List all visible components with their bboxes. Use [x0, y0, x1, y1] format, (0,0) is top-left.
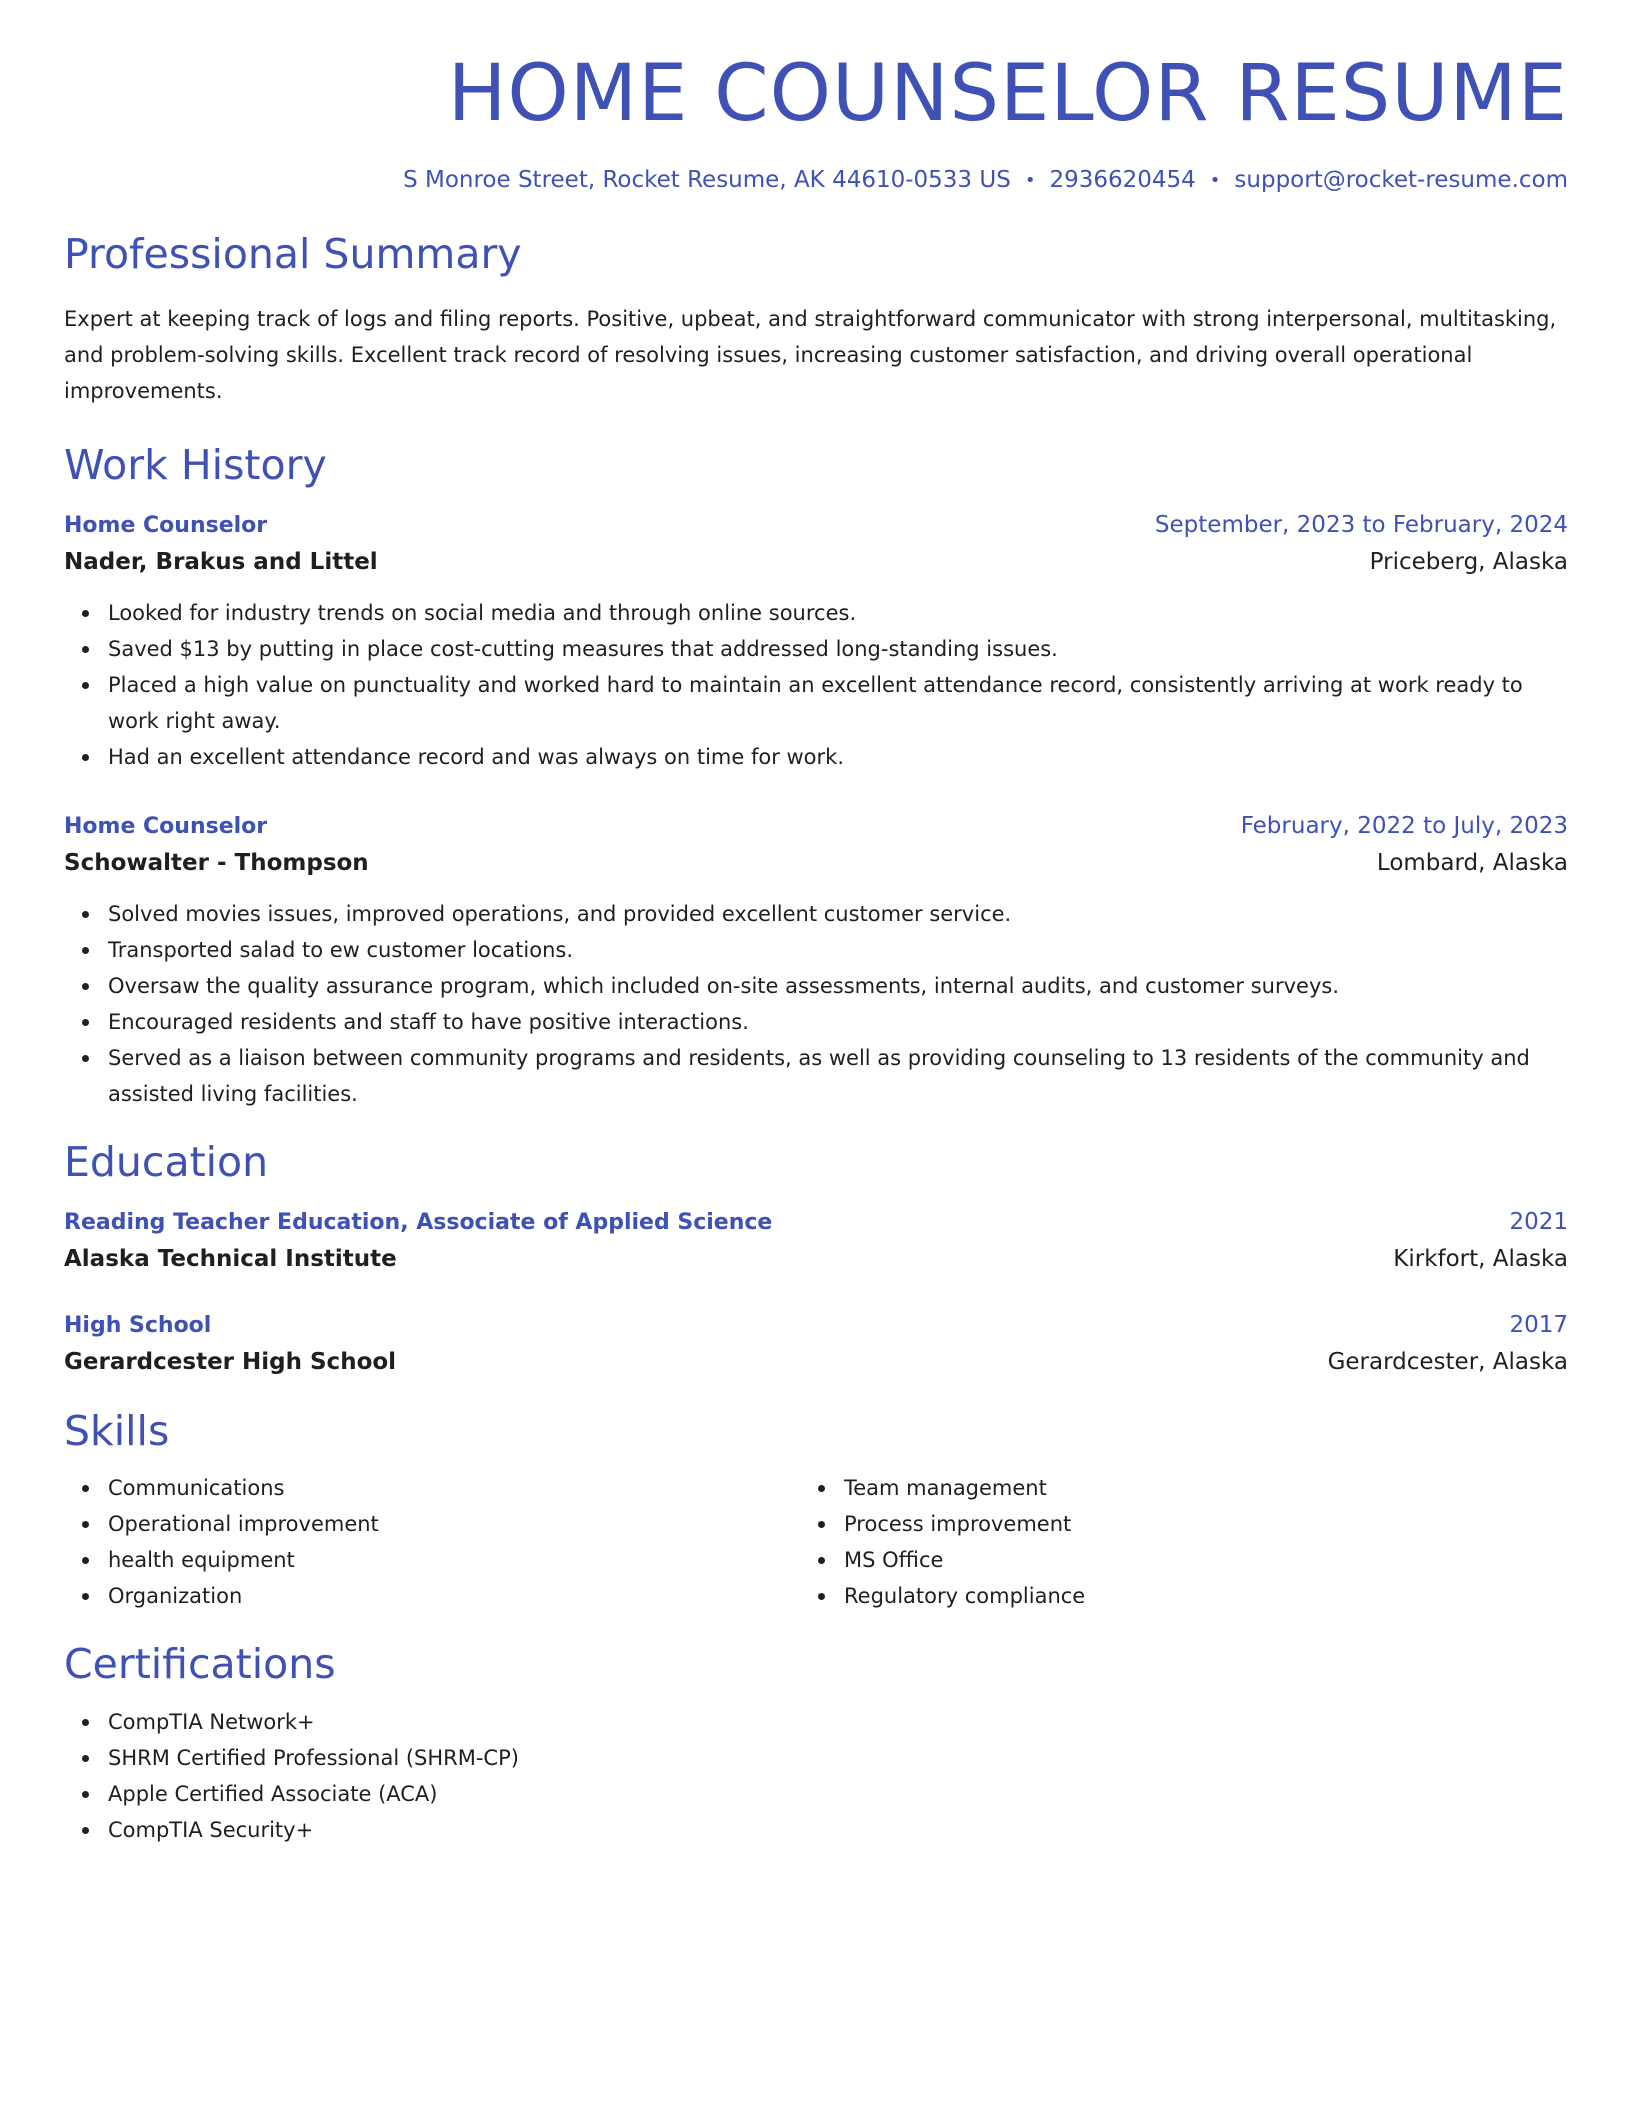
summary-section	[64, 230, 1568, 409]
list-item: Communications	[108, 1470, 800, 1506]
list-item: MS Office	[844, 1542, 1536, 1578]
job-company-row	[64, 844, 1568, 882]
job-entry	[64, 508, 1568, 775]
list-item: Process improvement	[844, 1506, 1536, 1542]
education-school: Alaska Technical Institute	[64, 1246, 397, 1273]
education-year: 2017	[1509, 1312, 1568, 1339]
education-entry	[64, 1308, 1568, 1381]
summary-heading: Professional Summary	[64, 229, 522, 278]
contact-email[interactable]: support@rocket-resume.com	[1234, 166, 1568, 193]
skills-section	[64, 1407, 1568, 1614]
skills-heading: Skills	[64, 1407, 170, 1456]
skills-grid	[64, 1470, 1568, 1614]
contact-separator: •	[1209, 169, 1221, 191]
list-item: CompTIA Security+	[108, 1812, 1568, 1848]
resume-title: HOME COUNSELOR RESUME	[447, 49, 1568, 139]
list-item: Regulatory compliance	[844, 1578, 1536, 1614]
work-history-section	[64, 441, 1568, 1112]
list-item: Operational improvement	[108, 1506, 800, 1542]
job-header-row	[64, 809, 1568, 844]
work-history-heading: Work History	[64, 440, 327, 489]
list-item: Apple Certified Associate (ACA)	[108, 1776, 1568, 1812]
summary-text: Expert at keeping track of logs and filing reports. Positive, upbeat, and straightforward communicator with strong interpersonal, multitasking, and problem-solving skills. Excellent track record of resolving issues, increasing customer satisfaction, and driving overall operational improvements.	[64, 306, 1557, 403]
education-location: Gerardcester, Alaska	[1327, 1349, 1568, 1376]
list-item: Looked for industry trends on social media and through online sources.	[108, 595, 1568, 631]
job-company-row	[64, 543, 1568, 581]
education-entry	[64, 1205, 1568, 1278]
contact-phone: 2936620454	[1049, 166, 1196, 193]
list-item: SHRM Certified Professional (SHRM-CP)	[108, 1740, 1568, 1776]
list-item: Team management	[844, 1470, 1536, 1506]
list-item: health equipment	[108, 1542, 800, 1578]
contact-separator: •	[1024, 169, 1036, 191]
certifications-list	[64, 1704, 1568, 1848]
list-item: Encouraged residents and staff to have positive interactions.	[108, 1004, 1568, 1040]
education-heading: Education	[64, 1138, 269, 1187]
job-dates: February, 2022 to July, 2023	[1240, 813, 1568, 840]
education-degree: High School	[64, 1313, 212, 1339]
list-item: Placed a high value on punctuality and worked hard to maintain an excellent attendance record, consistently arriving at work ready to work right away.	[108, 667, 1568, 739]
education-section	[64, 1138, 1568, 1381]
job-dates: September, 2023 to February, 2024	[1154, 512, 1568, 539]
education-school-row	[64, 1343, 1568, 1381]
job-role: Home Counselor	[64, 513, 268, 539]
education-school-row	[64, 1240, 1568, 1278]
job-entry	[64, 809, 1568, 1112]
job-company: Nader, Brakus and Littel	[64, 549, 378, 576]
contact-address: S Monroe Street, Rocket Resume, AK 44610-0533 US	[403, 166, 1011, 193]
list-item: Solved movies issues, improved operations, and provided excellent customer service.	[108, 896, 1568, 932]
resume-header	[64, 49, 1568, 196]
certifications-section	[64, 1640, 1568, 1847]
job-location: Lombard, Alaska	[1376, 850, 1568, 877]
education-degree: Reading Teacher Education, Associate of Applied Science	[64, 1210, 773, 1236]
job-company: Schowalter - Thompson	[64, 850, 369, 877]
certifications-heading: Certifications	[64, 1640, 336, 1689]
list-item: Had an excellent attendance record and was always on time for work.	[108, 739, 1568, 775]
skills-list-left	[64, 1470, 800, 1614]
job-role: Home Counselor	[64, 814, 268, 840]
list-item: Transported salad to ew customer locations.	[108, 932, 1568, 968]
job-header-row	[64, 508, 1568, 543]
list-item: CompTIA Network+	[108, 1704, 1568, 1740]
list-item: Oversaw the quality assurance program, which included on-site assessments, internal audits, and customer surveys.	[108, 968, 1568, 1004]
job-bullets	[64, 595, 1568, 775]
list-item: Saved $13 by putting in place cost-cutting measures that addressed long-standing issues.	[108, 631, 1568, 667]
education-location: Kirkfort, Alaska	[1393, 1246, 1568, 1273]
education-header-row	[64, 1205, 1568, 1240]
list-item: Organization	[108, 1578, 800, 1614]
job-bullets	[64, 896, 1568, 1112]
education-school: Gerardcester High School	[64, 1349, 397, 1376]
skills-list-right	[800, 1470, 1536, 1614]
list-item: Served as a liaison between community programs and residents, as well as providing counseling to 13 residents of the community and assisted living facilities.	[108, 1040, 1568, 1112]
job-location: Priceberg, Alaska	[1369, 549, 1568, 576]
contact-line	[64, 166, 1568, 196]
education-year: 2021	[1509, 1209, 1568, 1236]
education-header-row	[64, 1308, 1568, 1343]
